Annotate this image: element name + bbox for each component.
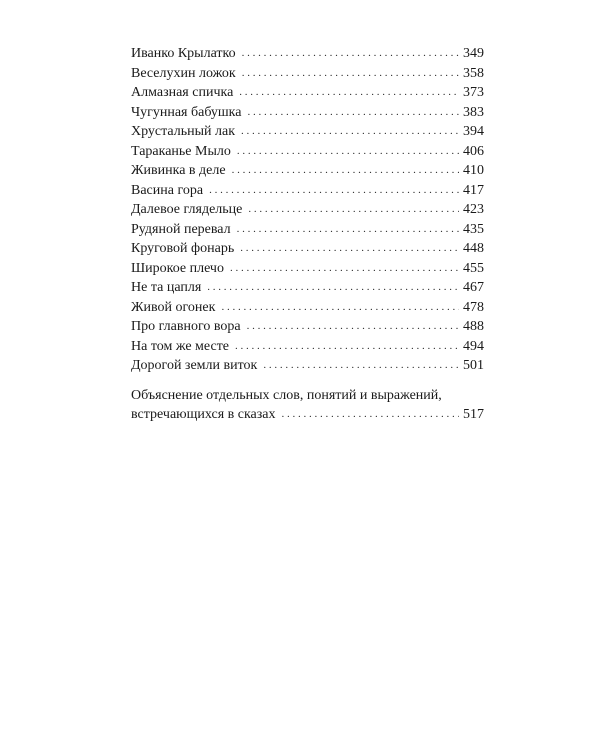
toc-entry-title: Иванко Крылатко [131,46,236,61]
toc-entry-page: 467 [463,280,484,295]
dot-leader [248,200,459,220]
toc-entry-title: Васина гора [131,182,204,198]
table-of-contents [131,44,484,426]
toc-entry-title: Дорогой земли виток [131,358,258,373]
dot-leader [247,317,459,337]
dot-leader [230,259,459,279]
toc-entry-page: 478 [463,299,484,315]
dot-leader [235,337,459,357]
toc-entry-page: 394 [463,124,484,139]
toc-entry[interactable] [131,181,484,201]
toc-entry-page: 358 [463,65,484,81]
toc-entry[interactable] [131,83,484,103]
toc-entry-title: Чугунная бабушка [131,104,242,120]
dot-leader [209,181,459,201]
toc-entry-page: 455 [463,260,484,276]
dot-leader [232,161,459,181]
dot-leader [240,239,459,259]
toc-entry-page: 494 [463,338,484,354]
toc-entry-page: 349 [463,46,484,61]
toc-entry-title: На том же месте [131,338,230,354]
toc-entry-page: 488 [463,319,484,334]
dot-leader [237,142,459,162]
toc-entry-title: Далевое глядельце [131,202,243,217]
toc-entry-title: Живой огонек [131,299,216,315]
dot-leader [241,122,459,142]
toc-entry-title: Не та цапля [131,280,202,295]
dot-leader [237,220,459,240]
toc-entry-title: Рудяной перевал [131,221,231,237]
toc-entry-page: 435 [463,221,484,237]
toc-entry[interactable] [131,220,484,240]
toc-list [131,44,484,426]
toc-entry-title: Живинка в деле [131,163,226,178]
toc-entry-title: Круговой фонарь [131,241,235,256]
toc-entry-title: Алмазная спичка [131,85,234,100]
toc-entry-title: Хрустальный лак [131,124,236,139]
toc-entry-title: Тараканье Мыло [131,143,231,159]
dot-leader [282,405,459,425]
toc-entry[interactable] [131,142,484,162]
toc-entry-page: 373 [463,85,484,100]
toc-entry-page: 406 [463,143,484,159]
toc-entry[interactable] [131,103,484,123]
dot-leader [221,298,459,318]
toc-entry-title: Про главного вора [131,319,241,334]
glossary-title-line2: встречающихся в сказах [131,407,276,422]
toc-entry-page: 501 [463,358,484,373]
dot-leader [263,356,459,376]
glossary-page: 517 [463,407,484,422]
glossary-line2 [131,405,484,426]
toc-entry[interactable] [131,259,484,279]
toc-entry[interactable] [131,44,484,64]
toc-entry[interactable] [131,298,484,318]
dot-leader [248,103,460,123]
dot-leader [239,83,459,103]
dot-leader [242,64,459,84]
toc-entry[interactable] [131,200,484,220]
toc-entry[interactable] [131,317,484,337]
dot-leader [242,44,459,64]
toc-entry[interactable] [131,64,484,84]
toc-entry-page: 410 [463,163,484,178]
toc-entry-page: 417 [463,182,484,198]
dot-leader [207,278,459,298]
toc-entry-page: 423 [463,202,484,217]
toc-entry-page: 383 [463,104,484,120]
toc-entry-glossary[interactable] [131,386,484,426]
toc-entry[interactable] [131,278,484,298]
toc-entry-title: Веселухин ложок [131,65,236,81]
glossary-title-line1: Объяснение отдельных слов, понятий и выражений, [131,387,442,403]
toc-entry[interactable] [131,239,484,259]
toc-entry[interactable] [131,337,484,357]
toc-entry-title: Широкое плечо [131,260,224,276]
toc-entry[interactable] [131,161,484,181]
toc-entry[interactable] [131,122,484,142]
toc-entry[interactable] [131,356,484,376]
toc-entry-page: 448 [463,241,484,256]
